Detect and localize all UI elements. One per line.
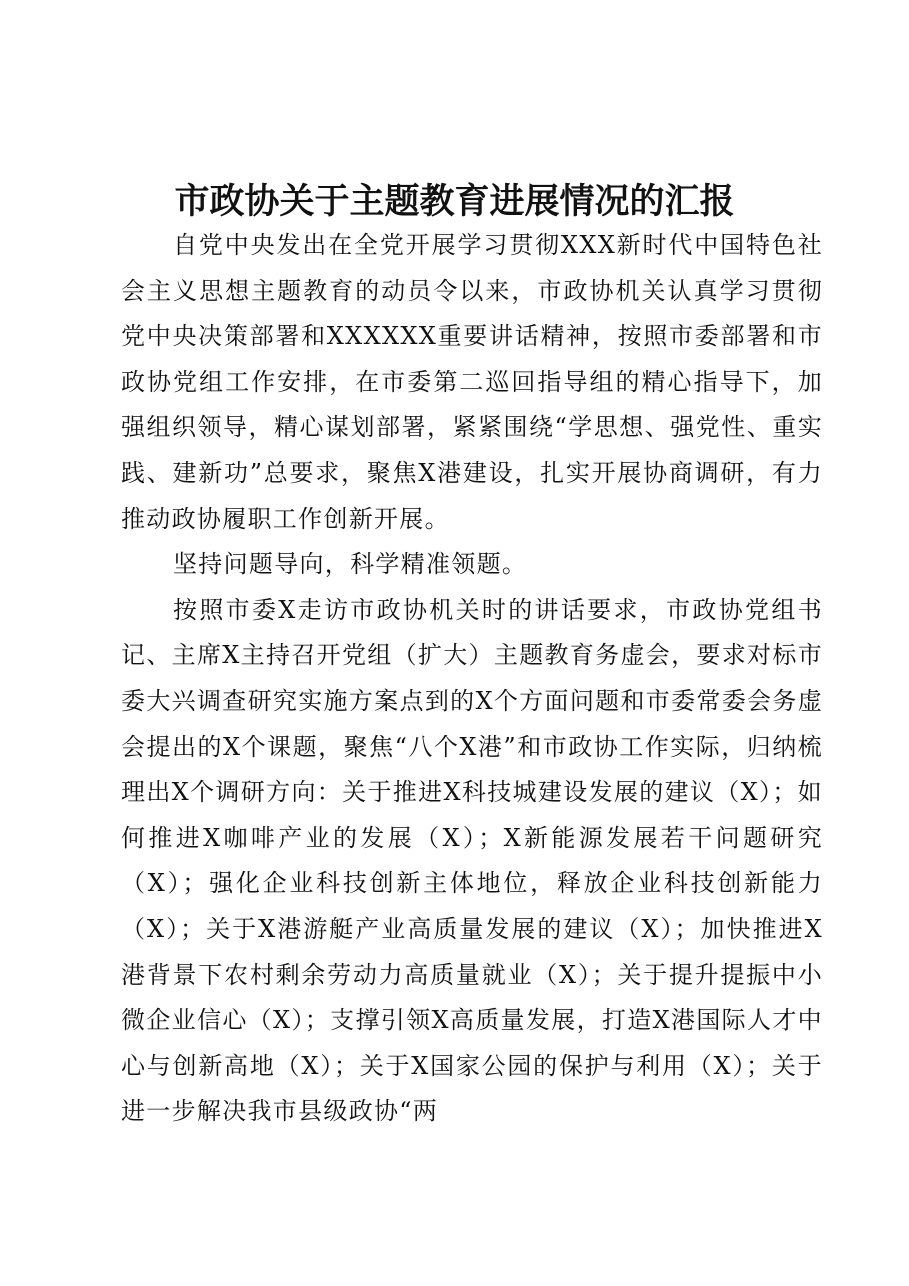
paragraph-section-heading: 坚持问题导向，科学精准领题。 (173, 550, 528, 579)
paragraph-research-topics: 按照市委X走访市政协机关时的讲话要求，市政协党组书记、主席X主持召开党组（扩大）主题教育务虚会，要求对标市委大兴调查研究实施方案点到的X个方面问题和市委常委会务虚会提出的X个课题，聚焦“八个X港”和市政协工作实际，归纳梳理出X个调研方向：关于推进X科技城建设发展的建议（X）；如何推进X咖啡产业的发展（X）；X新能源发展若干问题研究（X）；强化企业科技创新主体地位，释放企业科技创新能力（X）；关于X港游艇产业高质量发展的建议（X）；加快推进X港背景下农村剩余劳动力高质量就业（X）；关于提升提振中小微企业信心（X）；支撑引领X高质量发展，打造X港国际人才中心与创新高地（X）；关于X国家公园的保护与利用（X）；关于进一步解决我市县级政协“两 (121, 595, 823, 1126)
document-body (121, 223, 823, 1135)
document-title: 市政协关于主题教育进展情况的汇报 (174, 181, 735, 222)
paragraph-intro: 自党中央发出在全党开展学习贯彻XXX新时代中国特色社会主义思想主题教育的动员令以来，市政协机关认真学习贯彻党中央决策部署和XXXXXX重要讲话精神，按照市委部署和市政协党组工作安排，在市委第二巡回指导组的精心指导下，加强组织领导，精心谋划部署，紧紧围绕“学思想、强党性、重实践、建新功”总要求，聚焦X港建设，扎实开展协商调研，有力推动政协履职工作创新开展。 (121, 231, 823, 533)
